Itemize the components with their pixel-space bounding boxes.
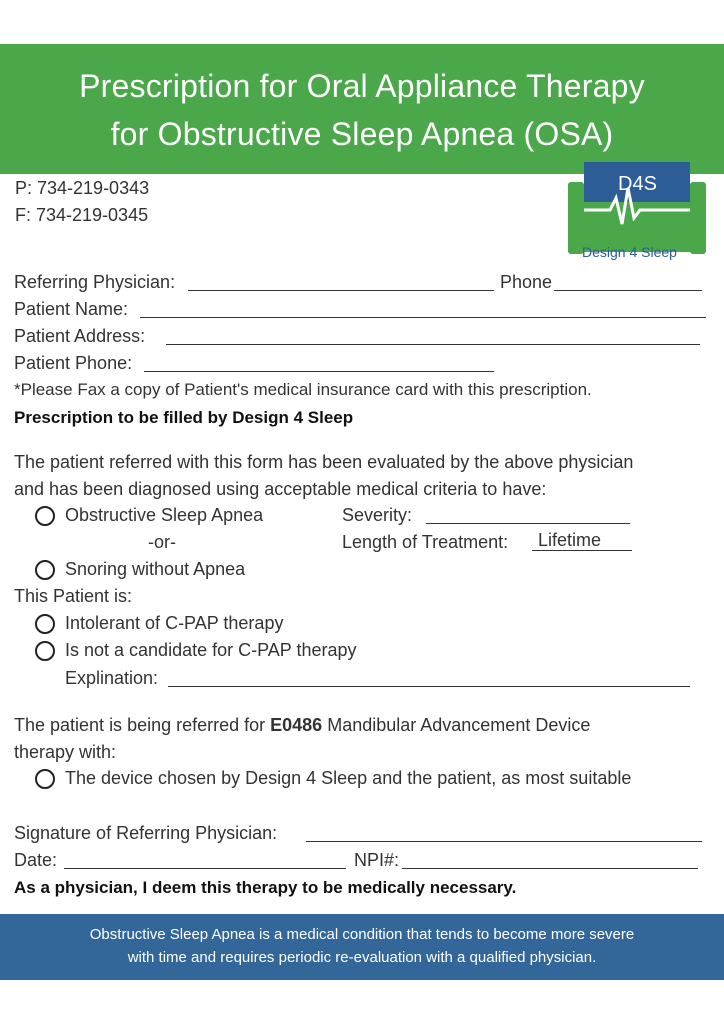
- severity-field[interactable]: [426, 523, 630, 524]
- footer-line-1: Obstructive Sleep Apnea is a medical condition that tends to become more severe: [89, 926, 635, 943]
- referral-code: E0486: [270, 715, 323, 735]
- fax-note: *Please Fax a copy of Patient's medical insurance card with this prescription.: [14, 380, 592, 399]
- intolerant-radio[interactable]: [35, 614, 55, 634]
- page-title-line-1: Prescription for Oral Appliance Therapy: [79, 68, 645, 104]
- diagnosis-intro-line-1: The patient referred with this form has been evaluated by the above physician: [14, 452, 634, 472]
- referral-line-2: therapy with:: [14, 742, 117, 762]
- patient-name-label: Patient Name:: [14, 299, 129, 319]
- snoring-option-label: Snoring without Apnea: [65, 559, 246, 579]
- patient-phone-label: Patient Phone:: [14, 353, 133, 373]
- npi-field[interactable]: [402, 868, 698, 869]
- explanation-label: Explination:: [65, 668, 159, 688]
- patient-name-field[interactable]: [140, 317, 706, 318]
- explanation-field[interactable]: [168, 686, 690, 687]
- date-label: Date:: [14, 850, 58, 870]
- referring-physician-label: Referring Physician:: [14, 272, 176, 292]
- signature-field[interactable]: [306, 841, 702, 842]
- phone-label: Phone: [500, 272, 553, 292]
- physician-phone-field[interactable]: [554, 290, 702, 291]
- logo-name: Design 4 Sleep: [582, 244, 677, 260]
- header-banner: [0, 44, 724, 174]
- logo-mark: D4S: [618, 173, 657, 195]
- referral-line-1-pre: The patient is being referred for: [14, 715, 271, 735]
- contact-phone: P: 734-219-0343: [15, 178, 150, 198]
- patient-phone-field[interactable]: [144, 371, 494, 372]
- signature-label: Signature of Referring Physician:: [14, 823, 278, 843]
- device-radio[interactable]: [35, 769, 55, 789]
- device-option-label: The device chosen by Design 4 Sleep and the patient, as most suitable: [65, 768, 632, 788]
- intolerant-option-label: Intolerant of C-PAP therapy: [65, 613, 284, 633]
- osa-option-label: Obstructive Sleep Apnea: [65, 505, 264, 525]
- not-candidate-radio[interactable]: [35, 641, 55, 661]
- severity-label: Severity:: [342, 505, 413, 525]
- date-field[interactable]: [64, 868, 346, 869]
- length-of-treatment-value[interactable]: Lifetime: [532, 530, 632, 551]
- referral-line-1-post: Mandibular Advancement Device: [322, 715, 591, 735]
- not-candidate-option-label: Is not a candidate for C-PAP therapy: [65, 640, 357, 660]
- referring-physician-field[interactable]: [188, 290, 494, 291]
- contact-fax: F: 734-219-0345: [15, 205, 149, 225]
- footer-banner: [0, 914, 724, 980]
- diagnosis-intro-line-2: and has been diagnosed using acceptable medical criteria to have:: [14, 479, 547, 499]
- patient-address-label: Patient Address:: [14, 326, 146, 346]
- npi-label: NPI#:: [354, 850, 400, 870]
- logo-bed-right-post: [690, 182, 706, 254]
- patient-status-label: This Patient is:: [14, 586, 133, 606]
- length-of-treatment-label: Length of Treatment:: [342, 532, 509, 552]
- page-title-line-2: for Obstructive Sleep Apnea (OSA): [110, 116, 614, 152]
- snoring-radio[interactable]: [35, 560, 55, 580]
- attestation-statement: As a physician, I deem this therapy to be medically necessary.: [14, 878, 517, 897]
- or-separator: -or-: [148, 532, 176, 552]
- patient-address-field[interactable]: [166, 344, 700, 345]
- referral-line-1: [14, 713, 590, 737]
- footer-line-2: with time and requires periodic re-evaluation with a qualified physician.: [127, 949, 597, 966]
- filled-by-note: Prescription to be filled by Design 4 Sleep: [14, 408, 354, 427]
- osa-radio[interactable]: [35, 506, 55, 526]
